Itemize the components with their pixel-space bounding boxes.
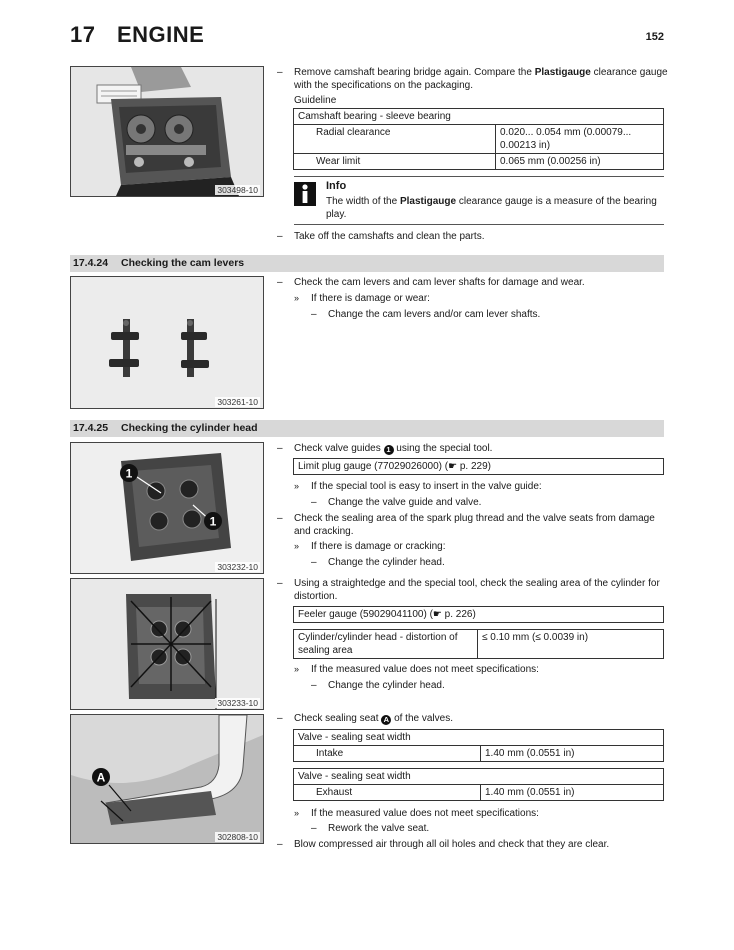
table-label: Cylinder/cylinder head - distortion of sealing area (294, 630, 478, 659)
limit-plug-gauge-box (293, 458, 664, 475)
table-value: 0.020... 0.054 mm (0.00079... 0.00213 in) (496, 125, 664, 154)
condition-marker: » (294, 293, 300, 303)
distortion-table (293, 629, 664, 659)
step-check-sealing-seat: Check sealing seat A of the valves. (294, 713, 453, 724)
bullet-dash: – (311, 309, 317, 320)
action-rework-valve-seat: Rework the valve seat. (328, 823, 430, 834)
step-check-distortion: Using a straightedge and the special tool, check the sealing area of the cylinder for (294, 578, 660, 589)
figure-distortion-check (70, 578, 264, 710)
step-take-off-camshafts: Take off the camshafts and clean the parts. (294, 231, 485, 242)
hand-icon: ☛ (432, 609, 442, 620)
action-change-cylinder-head: Change the cylinder head. (328, 680, 445, 691)
figure-number: 303261-10 (217, 397, 258, 407)
distortion-illustration (71, 579, 263, 709)
condition-easy-insert: If the special tool is easy to insert in the valve guide: (311, 481, 542, 492)
section-title: Checking the cylinder head (121, 422, 258, 434)
table-label: Intake (294, 746, 481, 762)
callout-1-marker: 1 (384, 445, 394, 455)
bullet-dash: – (311, 497, 317, 508)
bullet-dash: – (277, 67, 283, 78)
info-icon (294, 182, 316, 206)
condition-marker: » (294, 808, 300, 818)
page-number: 152 (645, 31, 664, 43)
bullet-dash: – (311, 680, 317, 691)
figure-cam-levers (70, 276, 264, 409)
intake-seat-table (293, 729, 664, 762)
figure-valve-guides (70, 442, 264, 574)
figure-sealing-seat (70, 714, 264, 844)
chapter-title: ENGINE (117, 22, 205, 47)
plastigauge-illustration (71, 67, 263, 196)
sealing-seat-illustration (71, 715, 263, 843)
info-text-line2: play. (326, 209, 347, 220)
step-check-sealing-area: Check the sealing area of the spark plug thread and the valve seats from damage (294, 513, 655, 524)
figure-number: 303233-10 (217, 698, 258, 708)
bullet-dash: – (311, 557, 317, 568)
condition-marker: » (294, 481, 300, 491)
bullet-dash: – (277, 231, 283, 242)
table-value: 0.065 mm (0.00256 in) (496, 154, 664, 170)
section-number: 17.4.25 (73, 422, 109, 434)
bullet-dash: – (277, 578, 283, 589)
step-check-sealing-area-line2: and cracking. (294, 526, 354, 537)
tool-reference: Limit plug gauge (77029026000) (☛ p. 229) (294, 459, 664, 475)
chapter-number: 17 (70, 22, 96, 47)
step-remove-bridge: Remove camshaft bearing bridge again. Compare the Plastigauge clearance gauge (294, 67, 668, 78)
table-label: Radial clearance (294, 125, 496, 154)
figure-plastigauge (70, 66, 264, 197)
table-label: Wear limit (294, 154, 496, 170)
step-blow-compressed-air: Blow compressed air through all oil holes and check that they are clear. (294, 839, 610, 850)
figure-number: 303498-10 (217, 185, 258, 195)
exhaust-seat-table (293, 768, 664, 801)
step-check-cam-levers: Check the cam levers and cam lever shafts for damage and wear. (294, 277, 585, 288)
cam-levers-illustration (71, 277, 263, 408)
bullet-dash: – (277, 839, 283, 850)
condition-not-in-spec: If the measured value does not meet specifications: (311, 808, 539, 819)
callout-a-marker: A (381, 715, 391, 725)
feeler-gauge-box (293, 606, 664, 623)
callout-1: 1 (209, 514, 217, 529)
bullet-dash: – (277, 443, 283, 454)
info-text: The width of the Plastigauge clearance gauge is a measure of the bearing (326, 196, 657, 207)
table-value: 1.40 mm (0.0551 in) (481, 746, 664, 762)
condition-not-in-spec: If the measured value does not meet specifications: (311, 664, 539, 675)
bullet-dash: – (277, 713, 283, 724)
table-label: Exhaust (294, 785, 481, 801)
table-value: ≤ 0.10 mm (≤ 0.0039 in) (478, 630, 664, 659)
section-heading-cylinder-head (70, 420, 664, 437)
action-change-valve-guide: Change the valve guide and valve. (328, 497, 482, 508)
figure-number: 302808-10 (217, 832, 258, 842)
callout-1: 1 (125, 466, 133, 481)
info-title: Info (326, 180, 347, 192)
section-title: Checking the cam levers (121, 257, 245, 269)
figure-number: 303232-10 (217, 562, 258, 572)
step-remove-bridge-line2: with the specifications on the packaging. (294, 80, 473, 91)
condition-damage-wear: If there is damage or wear: (311, 293, 430, 304)
section-heading-cam-levers (70, 255, 664, 272)
action-change-cylinder-head: Change the cylinder head. (328, 557, 445, 568)
condition-marker: » (294, 664, 300, 674)
camshaft-bearing-table (293, 108, 664, 170)
bullet-dash: – (277, 277, 283, 288)
action-change-cam-levers: Change the cam levers and/or cam lever shafts. (328, 309, 541, 320)
hand-icon: ☛ (448, 461, 458, 472)
info-bottom-rule (294, 224, 664, 225)
condition-damage-cracking: If there is damage or cracking: (311, 541, 446, 552)
guideline-label: Guideline (294, 95, 337, 106)
table-title: Valve - sealing seat width (294, 769, 664, 785)
bullet-dash: – (311, 823, 317, 834)
table-title: Camshaft bearing - sleeve bearing (294, 109, 664, 125)
bullet-dash: – (277, 513, 283, 524)
valve-guides-illustration (71, 443, 263, 573)
info-top-rule (294, 176, 664, 177)
step-check-valve-guides: Check valve guides 1 using the special tool. (294, 443, 493, 454)
step-check-distortion-line2: distortion. (294, 591, 338, 602)
condition-marker: » (294, 541, 300, 551)
callout-a: A (96, 770, 106, 785)
tool-reference: Feeler gauge (59029041100) (☛ p. 226) (294, 607, 664, 623)
table-title: Valve - sealing seat width (294, 730, 664, 746)
table-value: 1.40 mm (0.0551 in) (481, 785, 664, 801)
section-number: 17.4.24 (73, 257, 109, 269)
